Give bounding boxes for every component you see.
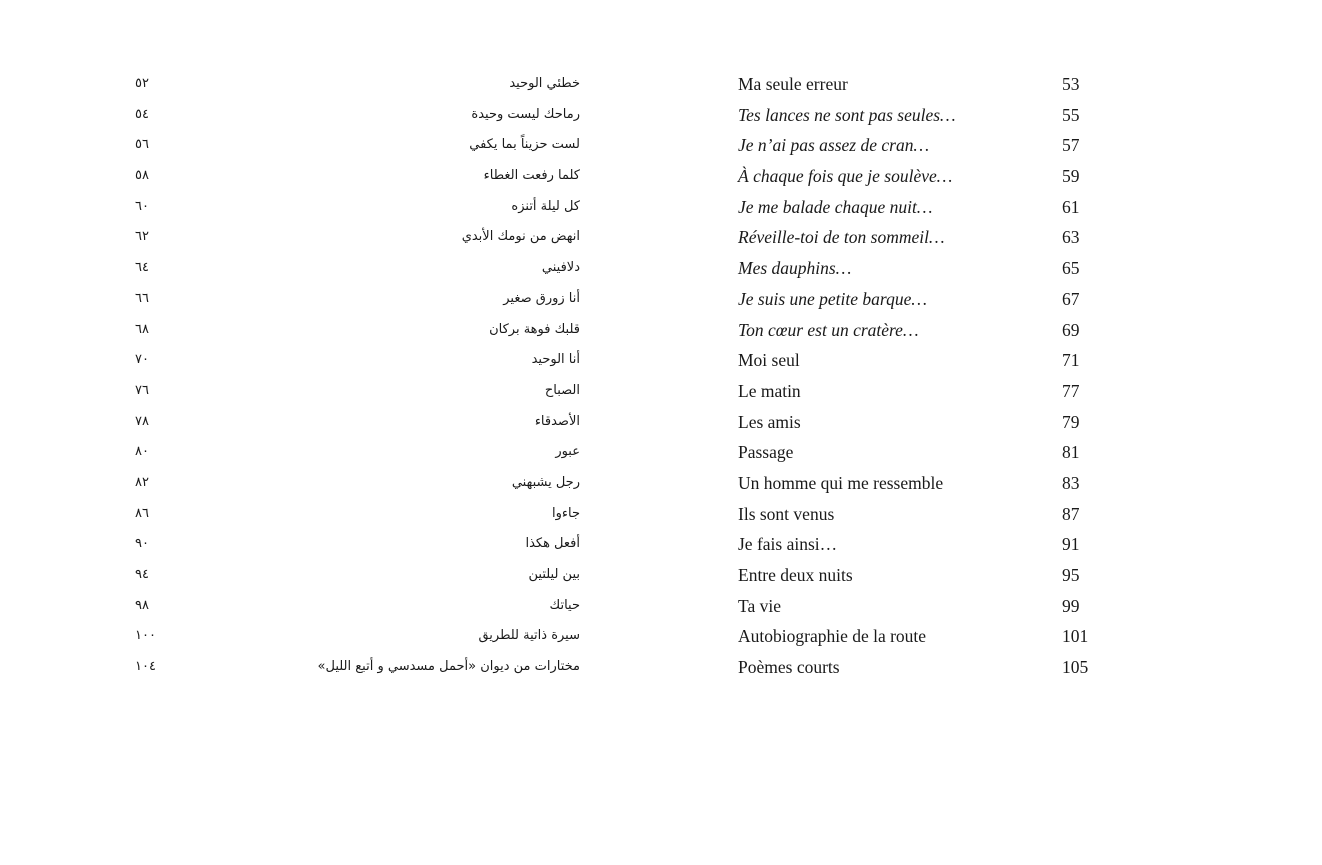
french-title: À chaque fois que je soulève…	[738, 166, 953, 187]
arabic-title: حياتك	[549, 597, 580, 613]
toc-entry	[0, 69, 1322, 100]
arabic-title: الصباح	[544, 382, 580, 398]
toc-entry	[0, 222, 1322, 253]
french-title: Ma seule erreur	[738, 74, 848, 94]
french-title: Réveille-toi de ton sommeil…	[738, 227, 945, 248]
french-title: Un homme qui me ressemble	[738, 472, 944, 493]
toc-entry	[0, 499, 1322, 530]
arabic-page-number: ١٠٠	[135, 628, 156, 644]
arabic-title: عبور	[555, 444, 580, 460]
toc-entry	[0, 345, 1322, 376]
arabic-page-number: ٧٠	[135, 352, 149, 368]
french-title: Tes lances ne sont pas seules…	[738, 104, 956, 125]
arabic-title: مختارات من ديوان «أحمل مسدسي و أتبع الليل»	[317, 659, 580, 675]
arabic-page-number: ٩٨	[135, 597, 149, 613]
french-title: Mes dauphins…	[738, 258, 852, 279]
arabic-page-number: ٩٤	[135, 567, 149, 582]
french-page-number: 83	[1062, 472, 1080, 493]
arabic-page-number: ٦٠	[135, 198, 149, 214]
french-title: Les amis	[738, 411, 801, 432]
arabic-page-number: ٧٨	[135, 413, 149, 429]
arabic-title: رماحك ليست وحيدة	[471, 106, 580, 122]
french-page-number: 79	[1062, 411, 1080, 432]
french-title: Ils sont venus	[738, 503, 835, 524]
french-title: Je n’ai pas assez de cran…	[738, 135, 930, 156]
french-page-number: 91	[1062, 534, 1080, 555]
french-page-number: 101	[1062, 626, 1089, 647]
arabic-title: قلبك فوهة بركان	[489, 321, 580, 337]
toc-entry	[0, 284, 1322, 315]
arabic-page-number: ٦٨	[135, 321, 149, 337]
french-page-number: 55	[1062, 104, 1080, 125]
arabic-title: لست حزيناً بما يكفي	[469, 137, 580, 153]
arabic-page-number: ٩٠	[135, 536, 149, 552]
french-page-number: 99	[1062, 595, 1080, 616]
arabic-title: الأصدقاء	[534, 413, 580, 429]
french-title: Passage	[738, 442, 794, 463]
toc-entry	[0, 161, 1322, 192]
french-title: Je fais ainsi…	[738, 534, 838, 555]
toc-entry	[0, 437, 1322, 468]
arabic-title: بين ليلتين	[528, 567, 580, 582]
french-page-number: 63	[1062, 227, 1080, 248]
toc-entry	[0, 560, 1322, 591]
french-page-number: 53	[1062, 74, 1080, 94]
toc-entry	[0, 529, 1322, 560]
arabic-page-number: ٧٦	[135, 382, 149, 398]
toc-entry	[0, 253, 1322, 284]
arabic-page-number: ٨٦	[135, 505, 149, 521]
arabic-title: أفعل هكذا	[525, 536, 580, 552]
arabic-page-number: ٦٦	[135, 290, 149, 306]
french-page-number: 81	[1062, 442, 1080, 463]
arabic-page-number: ٥٦	[135, 137, 149, 153]
french-title: Moi seul	[738, 350, 800, 371]
french-title: Poèmes courts	[738, 657, 840, 678]
french-page-number: 67	[1062, 288, 1080, 309]
french-page-number: 59	[1062, 166, 1080, 187]
arabic-title: كلما رفعت الغطاء	[483, 168, 580, 184]
french-title: Ton cœur est un cratère…	[738, 319, 919, 340]
arabic-title: أنا زورق صغير	[503, 290, 580, 306]
arabic-page-number: ٦٤	[135, 260, 149, 276]
french-page-number: 69	[1062, 319, 1080, 340]
french-title: Ta vie	[738, 595, 781, 616]
arabic-title: دلافيني	[541, 260, 580, 276]
arabic-page-number: ٥٨	[135, 168, 149, 184]
french-title: Autobiographie de la route	[738, 626, 927, 647]
french-page-number: 65	[1062, 258, 1080, 279]
french-title: Je suis une petite barque…	[738, 288, 927, 309]
arabic-page-number: ٥٢	[135, 76, 149, 91]
arabic-title: رجل يشبهني	[511, 474, 580, 490]
arabic-page-number: ١٠٤	[135, 659, 156, 675]
french-page-number: 61	[1062, 196, 1080, 217]
toc-entry	[0, 100, 1322, 131]
french-page-number: 77	[1062, 380, 1080, 401]
arabic-title: كل ليلة أتنزه	[511, 198, 580, 214]
french-page-number: 95	[1062, 565, 1080, 585]
arabic-title: خطئي الوحيد	[509, 76, 580, 91]
toc-entry	[0, 468, 1322, 499]
arabic-page-number: ٥٤	[135, 106, 149, 122]
table-of-contents	[0, 69, 1322, 683]
toc-entry	[0, 407, 1322, 438]
toc-entry	[0, 652, 1322, 683]
arabic-title: سيرة ذاتية للطريق	[478, 628, 580, 644]
toc-entry	[0, 315, 1322, 346]
toc-entry	[0, 376, 1322, 407]
toc-entry	[0, 192, 1322, 223]
french-title: Entre deux nuits	[738, 565, 853, 585]
french-title: Je me balade chaque nuit…	[738, 196, 933, 217]
arabic-page-number: ٨٠	[135, 444, 149, 460]
arabic-title: انهض من نومك الأبدي	[461, 229, 580, 245]
french-page-number: 105	[1062, 657, 1089, 678]
arabic-page-number: ٨٢	[135, 474, 149, 490]
toc-entry	[0, 591, 1322, 622]
arabic-page-number: ٦٢	[135, 229, 149, 245]
toc-entry	[0, 130, 1322, 161]
french-title: Le matin	[738, 380, 801, 401]
arabic-title: أنا الوحيد	[531, 352, 580, 368]
arabic-title: جاءوا	[552, 505, 580, 521]
toc-entry	[0, 621, 1322, 652]
french-page-number: 87	[1062, 503, 1080, 524]
french-page-number: 71	[1062, 350, 1080, 371]
french-page-number: 57	[1062, 135, 1080, 156]
